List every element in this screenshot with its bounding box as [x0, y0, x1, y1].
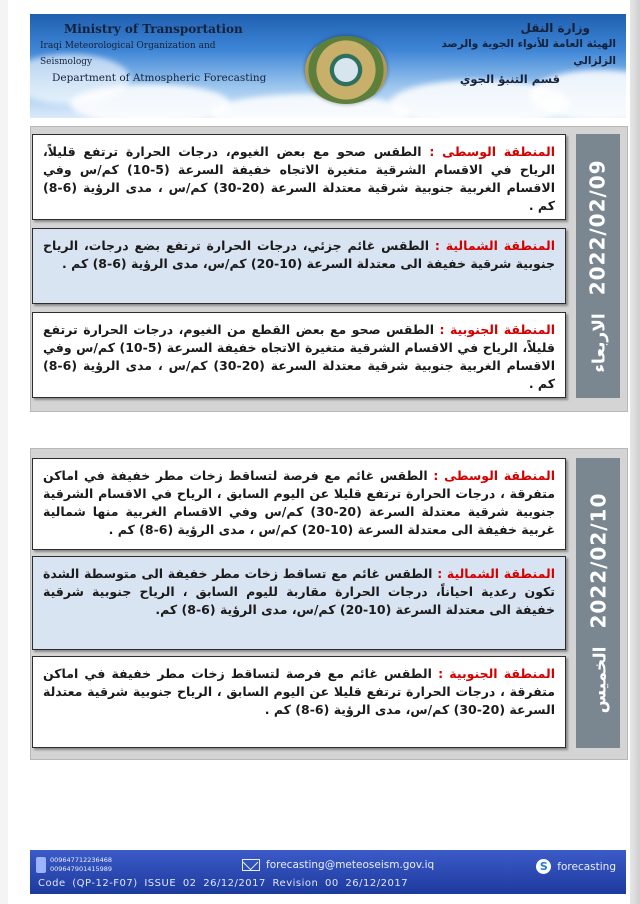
email-address[interactable]: forecasting@meteoseism.gov.iq — [266, 859, 435, 871]
date-label: 2022/02/09 — [586, 159, 611, 296]
skype-icon: S — [536, 859, 551, 874]
organization-name-en: Iraqi Meteorological Organization and Seismology — [40, 41, 216, 67]
date-bar-day1 — [576, 134, 620, 398]
header-banner — [30, 14, 626, 118]
forecast-central-day2 — [32, 458, 566, 550]
region-label: المنطقة الوسطى : — [429, 144, 555, 159]
organization-name-ar: الهيئة العامة للأنواء الجوية والرصد الزلزالي — [441, 38, 616, 67]
ministry-name-ar: وزارة النقل — [520, 21, 590, 35]
region-label: المنطقة الشمالية : — [437, 566, 555, 581]
phone-number-1: 009647712236468 — [50, 856, 113, 864]
footer-bar — [30, 850, 626, 894]
footer-phones — [36, 856, 112, 874]
forecast-text: الطقس صحو مع بعض الغيوم، درجات الحرارة ترتفع قليلاً، الرياح في الاقسام الشرقية متغيرة الاتجاه خفيفة السرعة (5-10) كم/س وفي الاقسام الغربية جنوبية شرقية معتدلة السرعة (20-30) كم/س ، مدى الرؤية (6-8) كم . — [43, 144, 555, 213]
envelope-icon — [242, 859, 260, 871]
date-label: 2022/02/10 — [586, 492, 610, 629]
header-english-title — [40, 20, 270, 86]
footer-skype[interactable] — [536, 859, 616, 874]
organization-seal-icon — [305, 36, 387, 104]
forecast-text: الطقس غائم مع فرصة لتساقط زخات مطر خفيفة في اماكن متفرقة ، درجات الحرارة ترتفع قليلا عن اليوم السابق ، الرياح في الاقسام الشرقية جنوبية شرقية معتدلة السرعة (20-30) كم/س وفي الاقسام الغربية منها شمالية غربية خفيفة الى معتدلة السرعة (10-20) كم/س ، مدى الرؤية (6-8) كم . — [43, 468, 555, 537]
page-edge-shadow — [630, 0, 640, 904]
forecast-central-day1 — [32, 134, 566, 220]
date-bar-day2 — [576, 458, 620, 748]
ministry-name-en: Ministry of Transportation — [64, 22, 243, 36]
document-code-line: Code (QP-12-F07) ISSUE 02 26/12/2017 Revision 00 26/12/2017 — [38, 878, 409, 889]
forecast-text: الطقس غائم مع فرصة لتساقط زخات مطر خفيفة في اماكن متفرقة ، درجات الحرارة ترتفع قليلا عن اليوم السابق ، الرياح جنوبية شرقية معتدلة السرعة (20-30) كم/س، مدى الرؤية (6-8) كم . — [43, 666, 555, 717]
forecast-north-day2 — [32, 556, 566, 650]
phone-number-2: 009647901415989 — [50, 865, 113, 873]
forecast-text: الطقس غائم مع تساقط زخات مطر خفيفة الى متوسطة الشدة تكون رعدية احياناً، درجات الحرارة مقاربة لليوم السابق ، الرياح جنوبية شرقية خفيفة الى معتدلة السرعة (10-20) كم/س، مدى الرؤية (6-8) كم. — [43, 566, 555, 617]
phone-icon — [36, 857, 46, 873]
header-arabic-title — [416, 20, 616, 88]
forecast-south-day1 — [32, 312, 566, 398]
footer-email[interactable] — [242, 859, 434, 871]
department-name-en: Department of Atmospheric Forecasting — [52, 72, 267, 84]
region-label: المنطقة الشمالية : — [434, 238, 555, 253]
day-label: الخميس — [590, 646, 610, 714]
region-label: المنطقة الجنوبية : — [438, 666, 555, 681]
region-label: المنطقة الوسطى : — [433, 468, 555, 483]
forecast-text: الطقس صحو مع بعض القطع من الغيوم، درجات الحرارة ترتفع قليلاً، الرياح في الاقسام الشرقية متغيرة الاتجاه خفيفة السرعة (5-10) كم/س وفي الاقسام الغربية جنوبية شرقية معتدلة السرعة (20-30) كم/س ، مدى الرؤية (6-8) كم . — [43, 322, 555, 391]
day-label: الاربعاء — [590, 313, 611, 373]
forecast-south-day2 — [32, 656, 566, 748]
skype-name: forecasting — [557, 860, 616, 873]
department-name-ar: قسم التنبؤ الجوي — [459, 72, 560, 86]
region-label: المنطقة الجنوبية : — [439, 322, 555, 337]
forecast-north-day1 — [32, 228, 566, 304]
forecast-text: الطقس غائم جزئي، درجات الحرارة ترتفع بضع درجات، الرياح جنوبية شرقية خفيفة الى معتدلة السرعة (10-20) كم/س، مدى الرؤية (6-8) كم . — [43, 238, 555, 271]
